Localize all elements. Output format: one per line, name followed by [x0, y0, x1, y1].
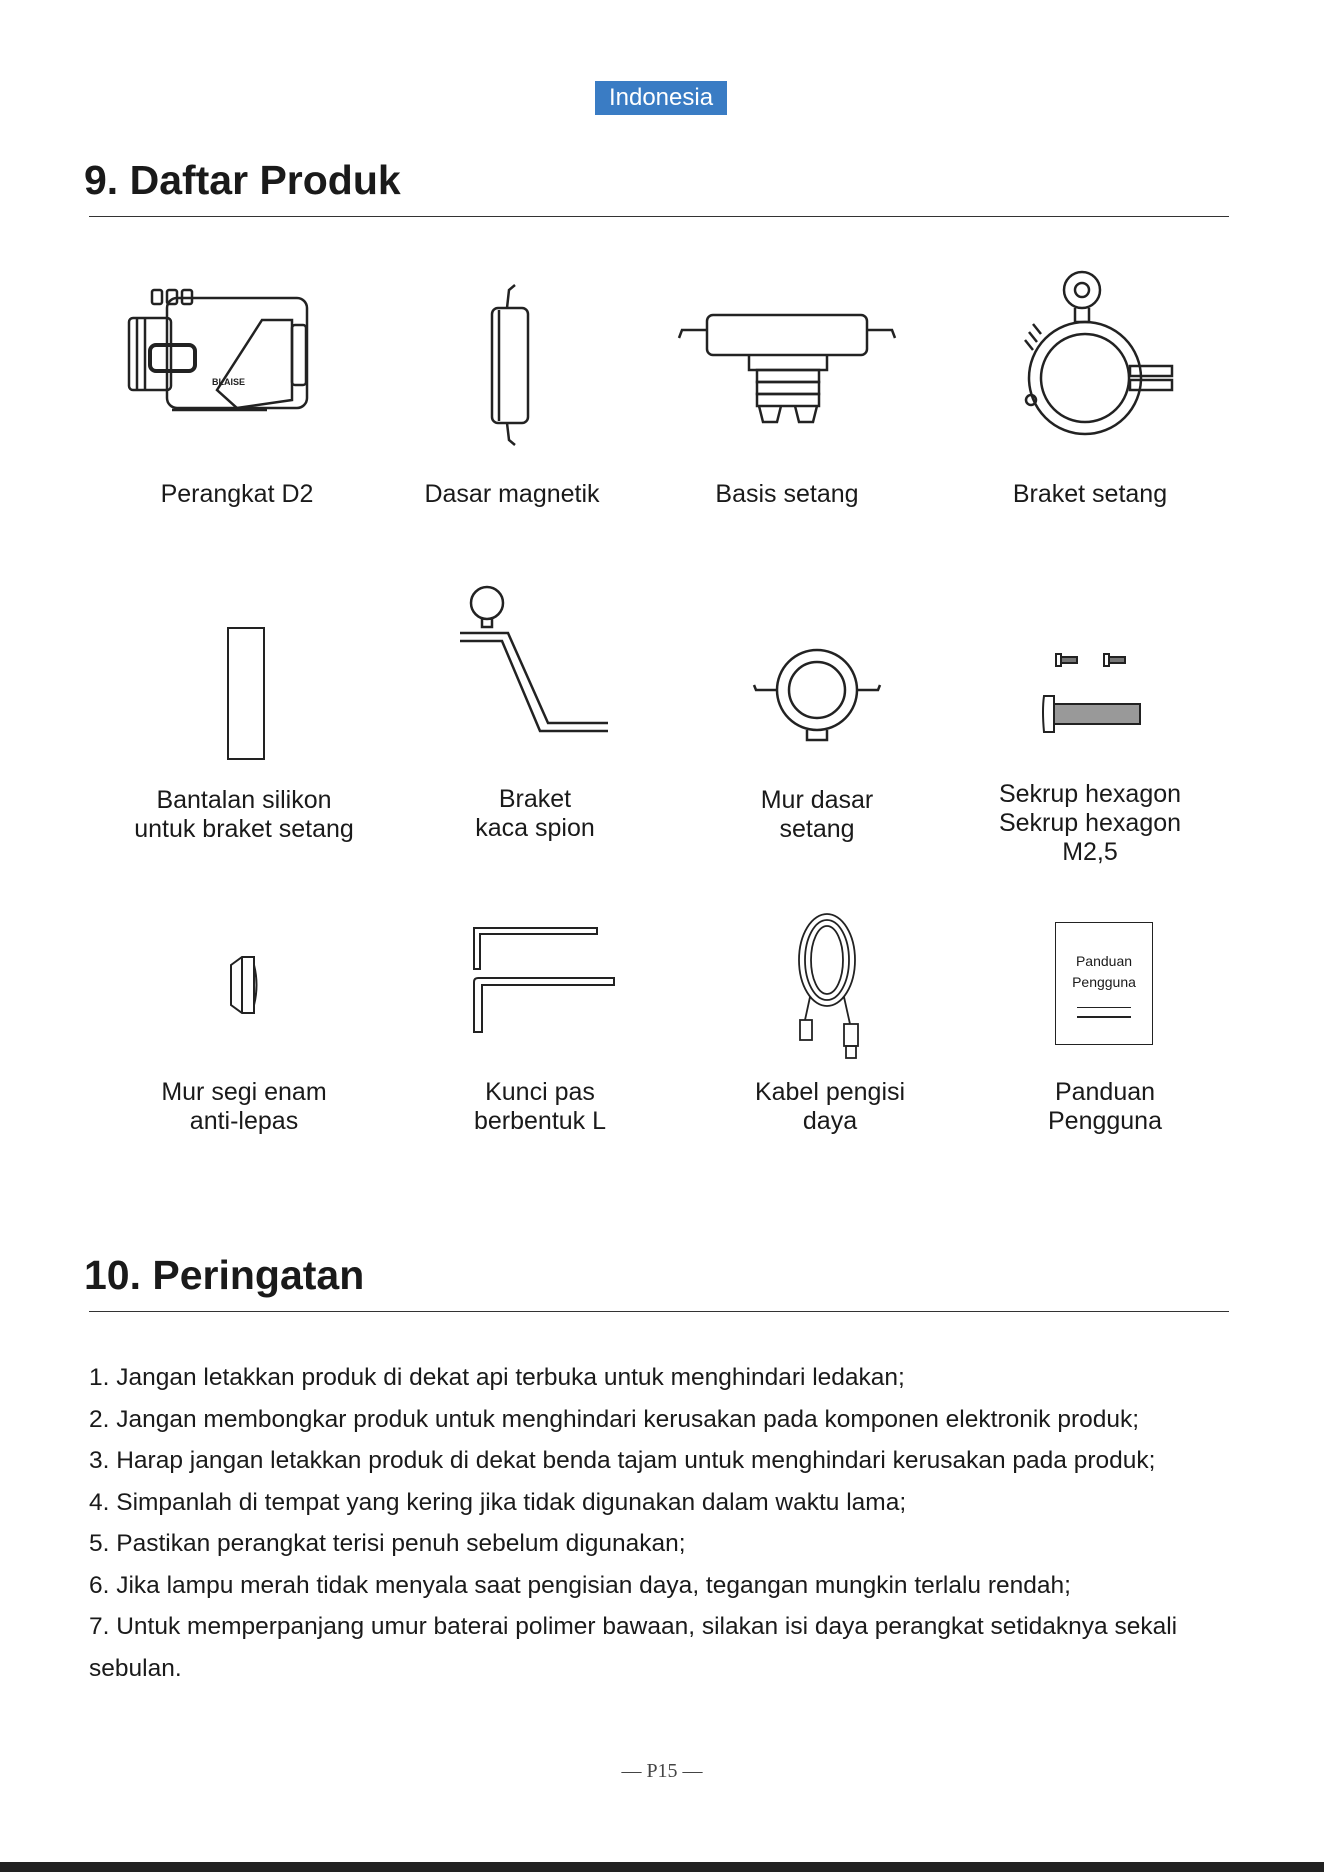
manual-cover-line2: Pengguna	[1072, 974, 1136, 990]
page-number: — P15 —	[621, 1760, 703, 1782]
product-label: Kunci pas berbentuk L	[473, 1078, 607, 1135]
product-item-device	[87, 260, 387, 520]
base-nut-icon	[752, 645, 882, 745]
product-item-screws	[940, 590, 1240, 870]
product-label: Braket setang	[1012, 480, 1168, 508]
camera-device-icon	[117, 290, 327, 440]
silicone-pad-icon	[226, 626, 266, 761]
warning-item: 4. Simpanlah di tempat yang kering jika tidak digunakan dalam waktu lama;	[89, 1488, 907, 1516]
product-label: Kabel pengisi daya	[754, 1078, 906, 1135]
hex-nut-icon	[228, 955, 260, 1015]
manual-cover-rule	[1077, 1016, 1131, 1018]
section-10-divider	[89, 1311, 1229, 1312]
product-item-handlebar-base	[637, 260, 937, 520]
product-item-silicone-pad	[94, 590, 394, 850]
warnings-list	[89, 1357, 1239, 1689]
product-item-mirror-bracket	[385, 580, 685, 840]
charging-cable-icon	[780, 912, 880, 1062]
svg-text:BLAISE: BLAISE	[212, 377, 246, 387]
section-9-title: 9. Daftar Produk	[84, 157, 401, 203]
warning-item: 6. Jika lampu merah tidak menyala saat pengisian daya, tegangan mungkin terlalu rendah;	[89, 1571, 1071, 1599]
warning-item: 2. Jangan membongkar produk untuk menghindari kerusakan pada komponen elektronik produk;	[89, 1405, 1140, 1433]
product-label: Mur segi enam anti-lepas	[161, 1078, 327, 1135]
warning-item: 3. Harap jangan letakkan produk di dekat benda tajam untuk menghindari kerusakan pada produk;	[89, 1447, 1156, 1474]
bottom-bar	[0, 1862, 1324, 1872]
handlebar-base-icon	[677, 310, 897, 430]
product-label: Braket kaca spion	[475, 785, 595, 842]
product-item-user-manual	[955, 900, 1255, 1140]
warning-item: 7. Untuk memperpanjang umur baterai polimer bawaan, silakan isi daya perangkat setidaknya sekali sebulan.	[89, 1613, 1178, 1682]
product-label: Sekrup hexagon Sekrup hexagon M2,5	[998, 780, 1182, 866]
user-manual-icon	[1055, 922, 1153, 1045]
l-wrench-icon	[472, 924, 617, 1034]
warning-item: 5. Pastikan perangkat terisi penuh sebelum digunakan;	[89, 1530, 686, 1557]
product-item-hex-nut	[94, 900, 394, 1140]
magnetic-base-icon	[487, 280, 537, 450]
handlebar-bracket-icon	[1015, 270, 1175, 450]
product-item-magnetic-base	[362, 260, 662, 520]
product-label: Basis setang	[715, 480, 859, 508]
product-label: Bantalan silikon untuk braket setang	[134, 786, 354, 843]
product-label: Panduan Pengguna	[1047, 1078, 1162, 1135]
product-item-l-wrench	[390, 900, 690, 1140]
section-9-divider	[89, 216, 1229, 217]
manual-cover-line1: Panduan	[1075, 953, 1133, 969]
product-item-charging-cable	[680, 900, 980, 1140]
warning-item: 1. Jangan letakkan produk di dekat api terbuka untuk menghindari ledakan;	[89, 1364, 905, 1391]
product-item-handlebar-bracket	[940, 260, 1240, 520]
mirror-bracket-icon	[460, 585, 610, 735]
product-label: Dasar magnetik	[424, 480, 600, 508]
product-label: Mur dasar setang	[760, 786, 874, 843]
product-label: Perangkat D2	[160, 480, 314, 508]
hexagon-screws-icon	[1040, 650, 1150, 740]
section-10-title: 10. Peringatan	[84, 1252, 365, 1298]
product-item-base-nut	[667, 590, 967, 850]
manual-cover-rule	[1077, 1007, 1131, 1008]
language-badge: Indonesia	[595, 81, 727, 115]
